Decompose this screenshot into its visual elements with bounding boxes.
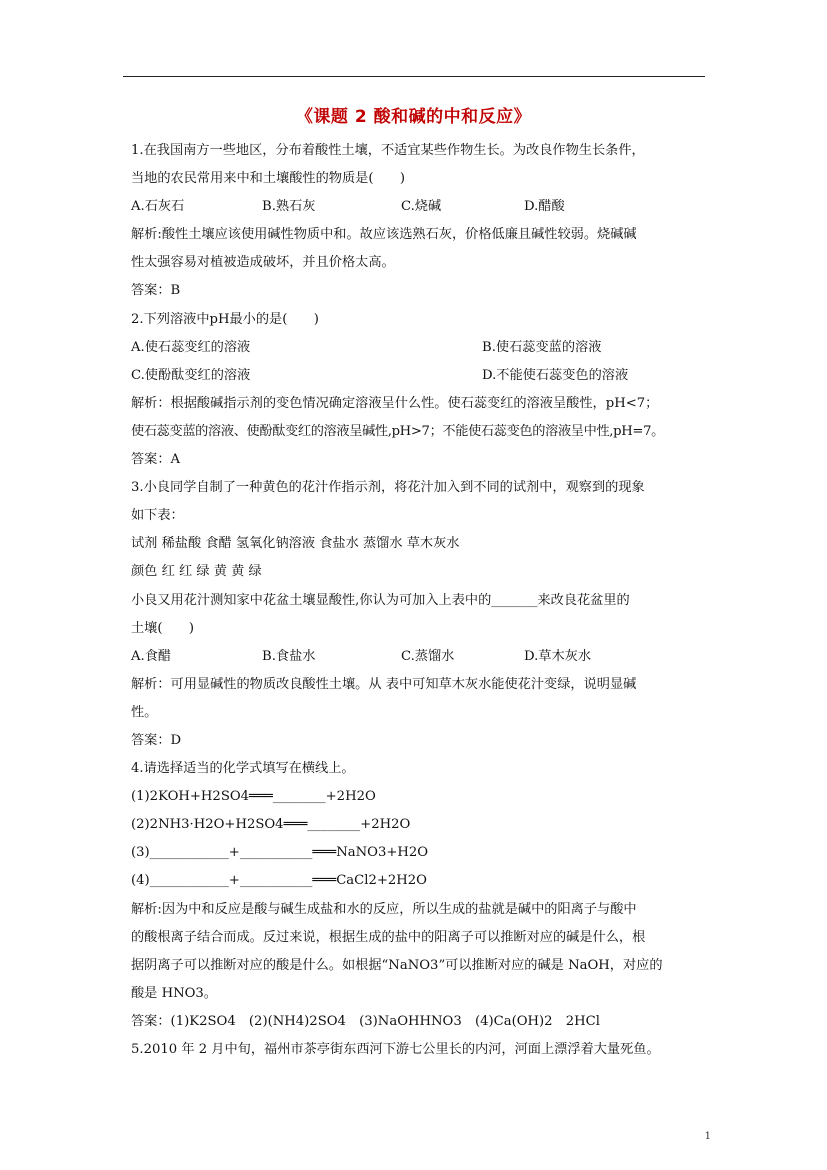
q3-table-row-reagents: 试剂 稀盐酸 食醋 氢氧化钠溶液 食盐水 蒸馏水 草木灰水 xyxy=(131,536,460,552)
q2-options-row xyxy=(131,362,701,390)
q1-analysis-line: 解析:酸性土壤应该使用碱性物质中和。故应该选熟石灰，价格低廉且碱性较弱。烧碱碱 xyxy=(131,227,637,243)
q3-table-row-colors: 颜色 红 红 绿 黄 黄 绿 xyxy=(131,564,262,580)
q3-stem-line: 土壤( ) xyxy=(131,620,195,636)
q3-stem-line: 3.小良同学自制了一种黄色的花汁作指示剂，将花汁加入到不同的试剂中，观察到的现象 xyxy=(131,480,645,496)
q4-analysis-line: 酸是 HNO3。 xyxy=(131,985,217,1001)
header-rule xyxy=(123,76,705,77)
q2-answer: 答案：A xyxy=(131,452,181,468)
q3-analysis-line: 解析：可用显碱性的物质改良酸性土壤。从 表中可知草木灰水能使花汁变绿，说明显碱 xyxy=(131,676,637,692)
q1-stem-line: 1.在我国南方一些地区，分布着酸性土壤，不适宜某些作物生长。为改良作物生长条件， xyxy=(131,143,645,158)
q3-option-d: D.草木灰水 xyxy=(524,648,592,664)
q4-equation: (3)____________+___________═══NaNO3+H2O xyxy=(131,845,429,861)
q1-options xyxy=(131,193,701,221)
q3-option-b: B.食盐水 xyxy=(262,648,316,664)
q2-options-row xyxy=(131,334,701,362)
q1-option-b: B.熟石灰 xyxy=(262,199,316,215)
page-title: 《课题 2 酸和碱的中和反应》 xyxy=(295,107,532,127)
q1-answer: 答案：B xyxy=(131,283,181,299)
q3-option-c: C.蒸馏水 xyxy=(401,648,455,664)
q3-stem-line: 小良又用花汁测知家中花盆土壤显酸性,你认为可加入上表中的_______来改良花盆里的 xyxy=(131,592,630,608)
q3-option-a: A.食醋 xyxy=(131,648,172,664)
q3-stem-line: 如下表： xyxy=(131,508,184,524)
q1-option-a: A.石灰石 xyxy=(131,199,185,215)
q4-answer: 答案：(1)K2SO4 (2)(NH4)2SO4 (3)NaOHHNO3 (4)Ca(OH)2 2HCl xyxy=(131,1013,600,1029)
q3-answer: 答案：D xyxy=(131,732,182,748)
q1-option-c: C.烧碱 xyxy=(401,199,442,215)
q2-option-b: B.使石蕊变蓝的溶液 xyxy=(482,339,602,355)
q3-options xyxy=(131,643,701,671)
q1-stem-line: 当地的农民常用来中和土壤酸性的物质是( ) xyxy=(131,171,406,187)
q4-analysis-line: 据阴离子可以推断对应的酸是什么。如根据“NaNO3”可以推断对应的碱是 NaOH，对应的 xyxy=(131,957,663,973)
q4-equation: (2)2NH3·H2O+H2SO4═══________+2H2O xyxy=(131,817,411,833)
q1-option-d: D.醋酸 xyxy=(524,199,565,215)
q2-analysis-line: 使石蕊变蓝的溶液、使酚酞变红的溶液呈碱性,pH>7；不能使石蕊变色的溶液呈中性,pH=7。 xyxy=(131,423,664,439)
document-body xyxy=(131,137,701,1064)
q2-option-d: D.不能使石蕊变色的溶液 xyxy=(482,367,629,383)
q2-analysis-line: 解析：根据酸碱指示剂的变色情况确定溶液呈什么性。使石蕊变红的溶液呈酸性，pH<7； xyxy=(131,395,659,411)
q3-analysis-line: 性。 xyxy=(131,704,158,720)
q4-stem-line: 4.请选择适当的化学式填写在横线上。 xyxy=(131,761,355,777)
q1-analysis-line: 性太强容易对植被造成破坏，并且价格太高。 xyxy=(131,255,395,271)
q2-stem-line: 2.下列溶液中pH最小的是( ) xyxy=(131,311,319,327)
q4-analysis-line: 解析:因为中和反应是酸与碱生成盐和水的反应，所以生成的盐就是碱中的阳离子与酸中 xyxy=(131,901,637,917)
q4-equation: (1)2KOH+H2SO4═══________+2H2O xyxy=(131,789,376,805)
q2-option-c: C.使酚酞变红的溶液 xyxy=(131,367,251,383)
q5-stem-line: 5.2010 年 2 月中旬，福州市茶亭街东西河下游七公里长的内河，河面上漂浮着大量死鱼。 xyxy=(131,1042,660,1057)
q4-equation: (4)____________+___________═══CaCl2+2H2O xyxy=(131,873,427,889)
q2-option-a: A.使石蕊变红的溶液 xyxy=(131,339,251,355)
q4-analysis-line: 的酸根离子结合而成。反过来说，根据生成的盐中的阳离子可以推断对应的碱是什么，根 xyxy=(131,929,646,945)
page-number: 1 xyxy=(704,1131,711,1142)
